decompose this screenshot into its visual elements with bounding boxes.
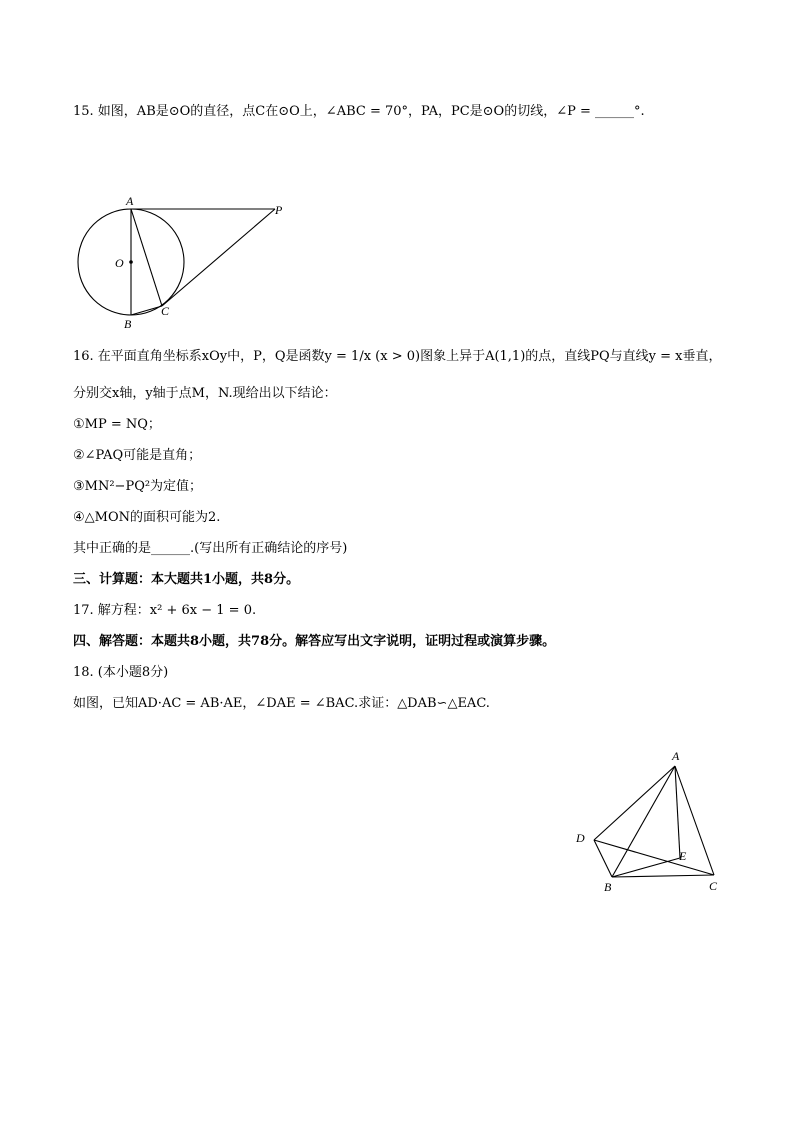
segment-ad <box>594 766 675 840</box>
label-p: P <box>275 203 283 217</box>
segment-ae <box>675 766 680 858</box>
section-4-heading: 四、解答题：本题共8小题，共78分。解答应写出文字说明，证明过程或演算步骤。 <box>73 634 556 649</box>
segment-dc <box>594 840 714 875</box>
label-o: O <box>115 256 124 270</box>
label-d: D <box>576 831 585 845</box>
label-b: B <box>124 317 132 331</box>
label-a: A <box>126 194 134 208</box>
circle-tangent-figure <box>65 190 305 335</box>
conclusion-1: ①MP = NQ； <box>73 417 161 432</box>
question-18-title: 18. (本小题8分) <box>73 665 169 680</box>
tangent-pc <box>162 209 275 306</box>
question-16-line1: 16. 在平面直角坐标系xOy中，P，Q是函数y = 1/x (x > 0)图象上异于A(1,1)的点，直线PQ与直线y = x垂直， <box>73 349 722 364</box>
section-3-heading: 三、计算题：本大题共1小题，共8分。 <box>73 572 300 587</box>
label-c: C <box>161 304 170 318</box>
conclusion-4: ④△MON的面积可能为2. <box>73 510 221 525</box>
chord-ac <box>131 209 162 306</box>
conclusion-3: ③MN²−PQ²为定值； <box>73 479 203 494</box>
label-b: B <box>604 880 612 894</box>
segment-bc <box>612 875 714 877</box>
label-a: A <box>672 749 680 763</box>
question-18-text: 如图，已知AD·AC = AB·AE，∠DAE = ∠BAC.求证：△DAB∽△EAC. <box>73 696 490 711</box>
chord-bc <box>131 306 162 315</box>
question-17-text: 17. 解方程：x² + 6x − 1 = 0. <box>73 603 257 618</box>
triangle-figure <box>570 745 730 895</box>
question-15-text: 15. 如图，AB是⊙O的直径，点C在⊙O上，∠ABC = 70°，PA，PC是⊙O的切线，∠P = ______°. <box>73 104 645 119</box>
question-16-line2: 分别交x轴，y轴于点M，N.现给出以下结论： <box>73 386 337 401</box>
label-e: E <box>679 849 687 863</box>
segment-be <box>612 858 680 877</box>
center-dot <box>129 260 133 264</box>
conclusion-2: ②∠PAQ可能是直角； <box>73 448 202 463</box>
label-c: C <box>709 879 718 893</box>
segment-db <box>594 840 612 877</box>
question-16-answer-line: 其中正确的是______.(写出所有正确结论的序号) <box>73 541 348 556</box>
